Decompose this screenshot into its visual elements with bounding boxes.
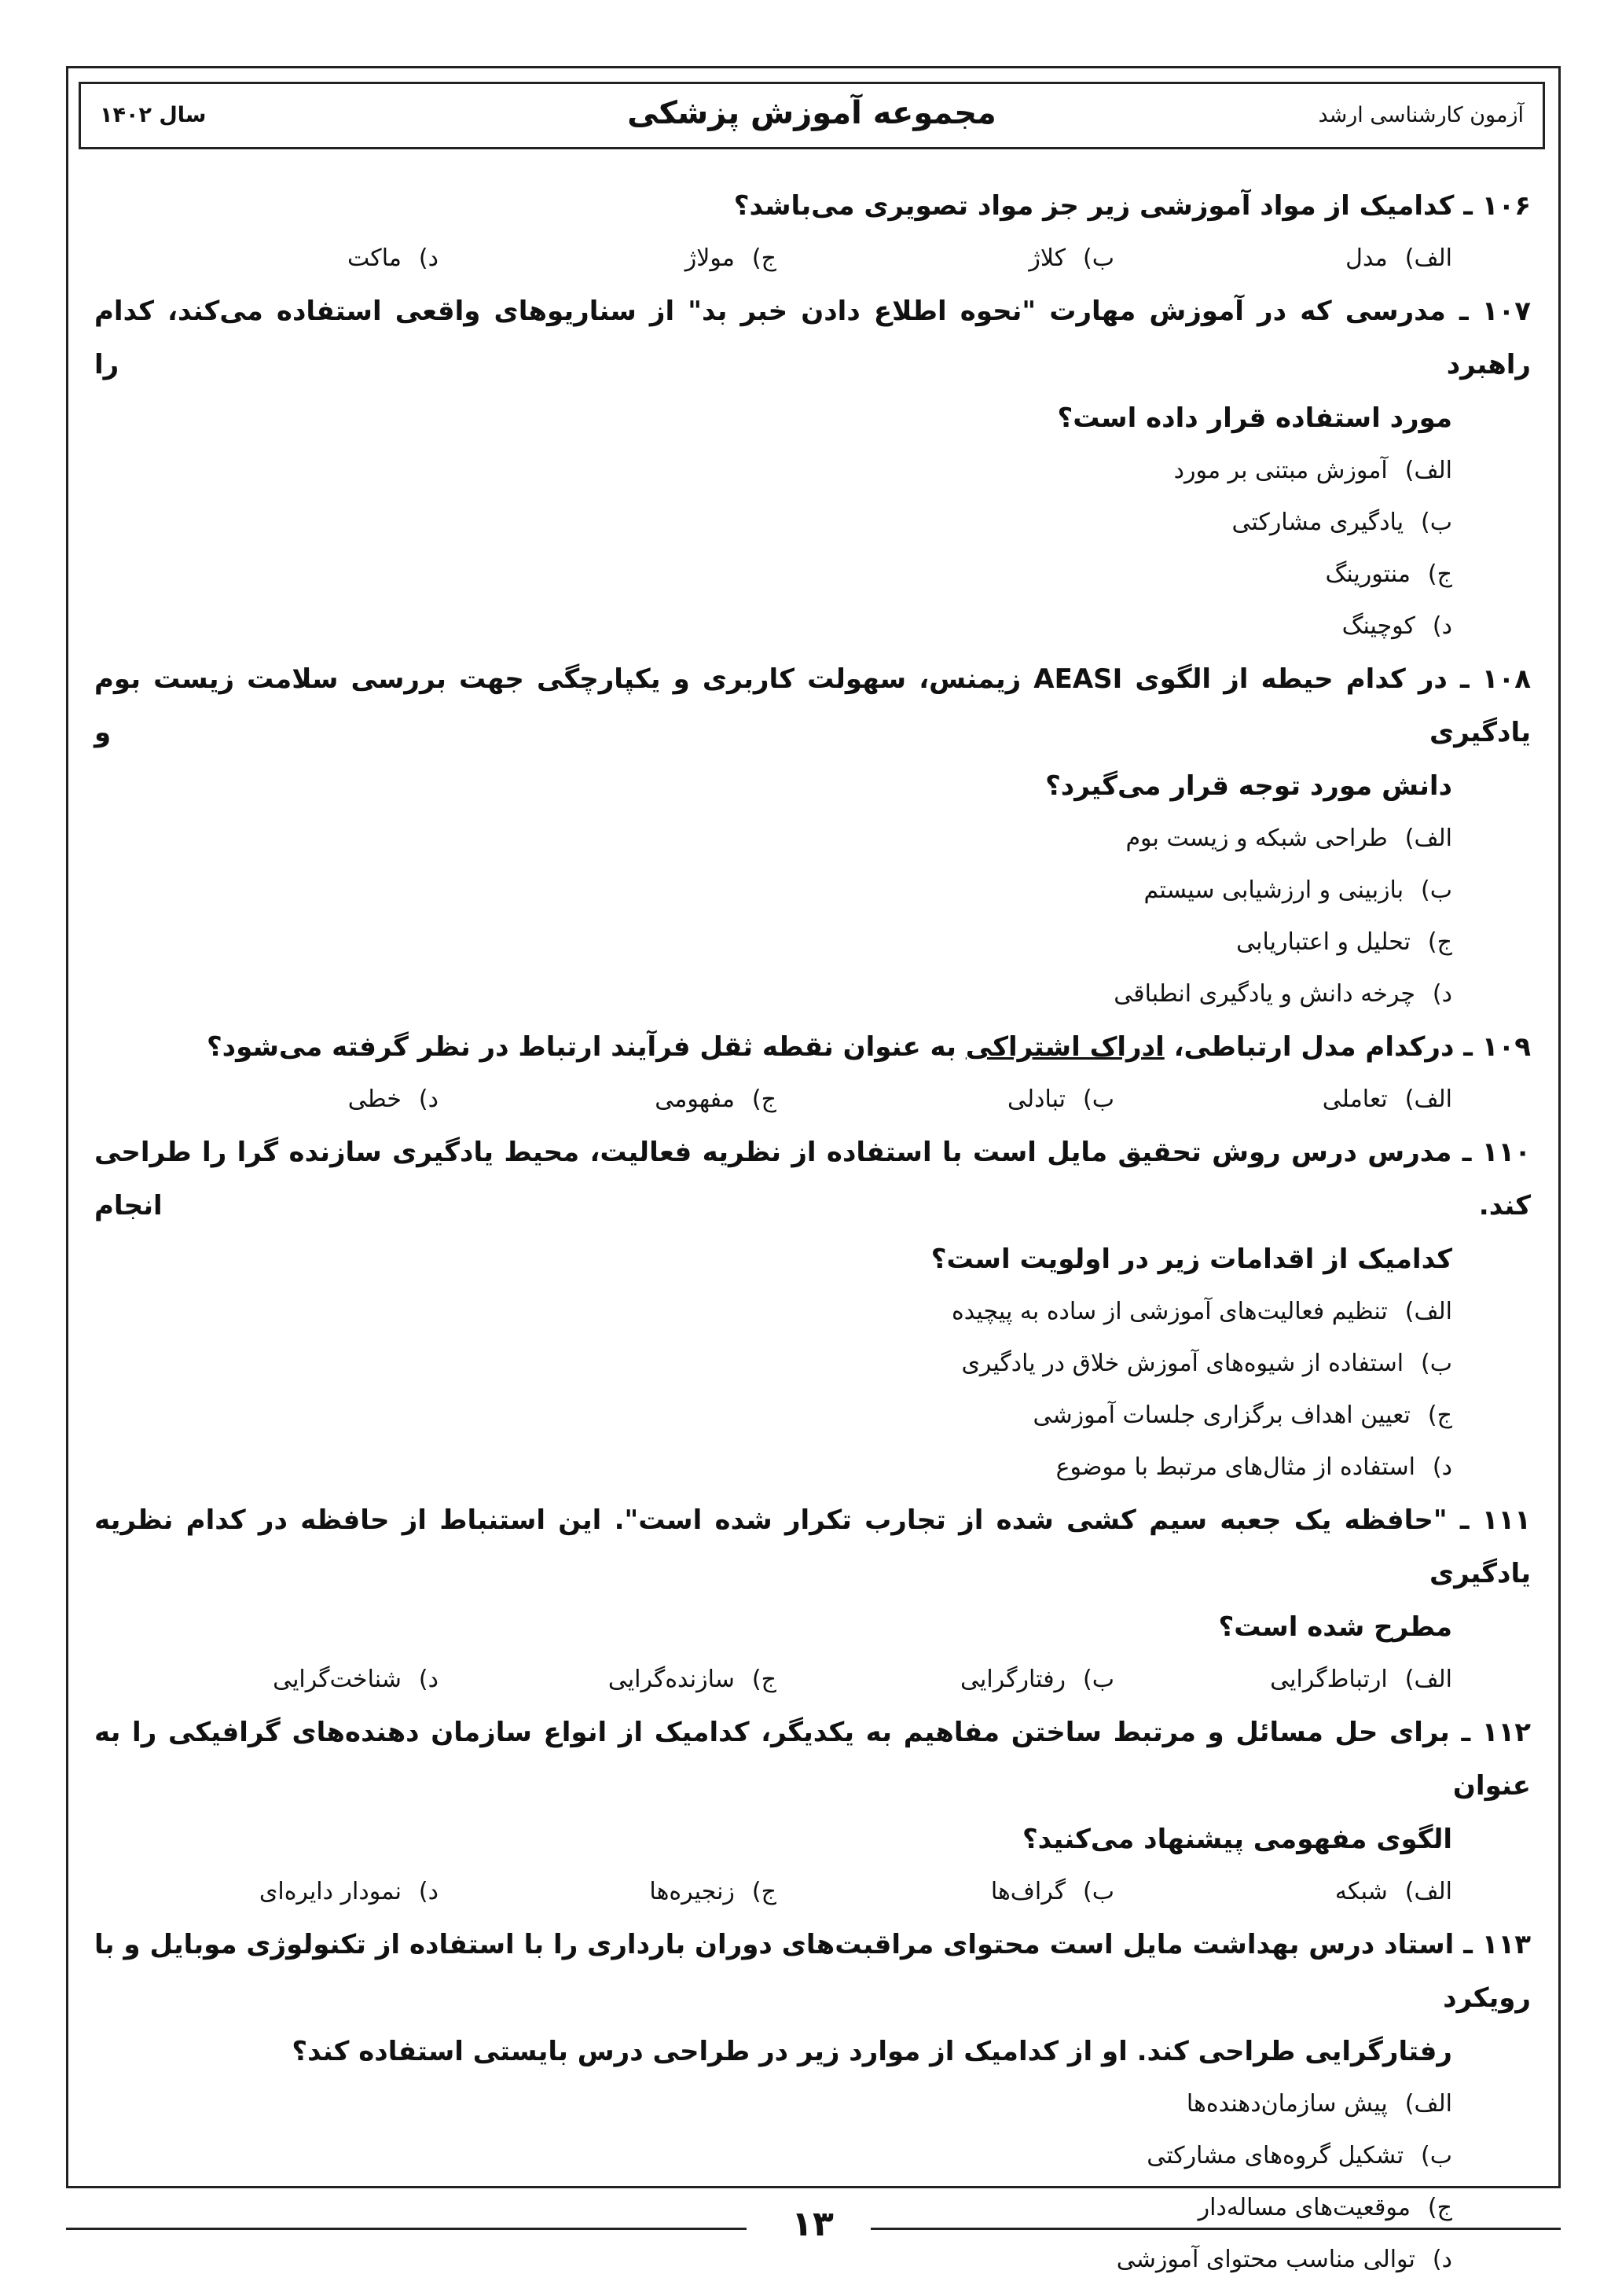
footer-rule-right <box>871 2228 1561 2230</box>
option-a[interactable]: الف)طراحی شبکه و زیست بوم <box>1125 825 1452 852</box>
question-list <box>94 179 1531 2286</box>
question-111 <box>94 1493 1531 1706</box>
option-a[interactable]: الف)تنظیم فعالیت‌های آموزشی از ساده به پیچیده <box>952 1298 1452 1325</box>
option-a[interactable]: الف)شبکه <box>1334 1878 1452 1905</box>
option-d[interactable]: د)چرخه دانش و یادگیری انطباقی <box>1114 980 1452 1008</box>
question-text: ۱۰۷ ـ مدرسی که در آموزش مهارت "نحوه اطلاع دادن خبر بد" از سناریوهای واقعی استفاده می‌کند، کدام راهبرد را <box>94 296 1531 380</box>
options <box>94 1286 1531 1493</box>
option-c[interactable]: ج)زنجیره‌ها <box>649 1878 776 1905</box>
option-c[interactable]: ج)تحلیل و اعتباریابی <box>1236 928 1452 956</box>
question-110 <box>94 1126 1531 1493</box>
question-text: ۱۰۶ ـ کدامیک از مواد آموزشی زیر جز مواد تصویری می‌باشد؟ <box>733 190 1531 222</box>
question-108 <box>94 652 1531 1020</box>
option-d[interactable]: د)توالی مناسب محتوای آموزشی <box>1116 2246 1452 2273</box>
option-c[interactable]: ج)سازنده‌گرایی <box>607 1666 776 1693</box>
option-c[interactable]: ج)مولاژ <box>684 244 776 272</box>
question-text: ۱۰۸ ـ در کدام حیطه از الگوی AEASI زیمنس، سهولت کاربری و یکپارچگی جهت بررسی سلامت زیست بوم یادگیری و <box>94 663 1531 748</box>
option-d[interactable]: د)نمودار دایره‌ای <box>259 1878 439 1905</box>
option-c[interactable]: ج)موقعیت‌های مساله‌دار <box>1198 2194 1452 2221</box>
question-107 <box>94 285 1531 652</box>
options <box>94 1866 1531 1918</box>
option-b[interactable]: ب)بازبینی و ارزشیابی سیستم <box>1143 876 1452 904</box>
page-number: ۱۳ <box>791 2204 834 2244</box>
option-d[interactable]: د)شناخت‌گرایی <box>273 1666 439 1693</box>
question-106 <box>94 179 1531 285</box>
option-c[interactable]: ج)مفهومی <box>655 1086 776 1113</box>
question-text-continued: کدامیک از اقدامات زیر در اولویت است؟ <box>930 1244 1452 1275</box>
option-a[interactable]: الف)مدل <box>1345 244 1452 272</box>
option-b[interactable]: ب)رفتارگرایی <box>960 1666 1114 1693</box>
exam-year: سال ۱۴۰۲ <box>100 103 207 127</box>
option-b[interactable]: ب)تشکیل گروه‌های مشارکتی <box>1147 2142 1452 2169</box>
page-header <box>79 82 1545 149</box>
option-b[interactable]: ب)یادگیری مشارکتی <box>1231 509 1452 536</box>
option-b[interactable]: ب)کلاژ <box>1029 244 1114 272</box>
option-d[interactable]: د)استفاده از مثال‌های مرتبط با موضوع <box>1055 1453 1452 1481</box>
underlined-term: ادراک اشتراکی <box>965 1031 1165 1063</box>
question-text-continued: مطرح شده است؟ <box>1218 1611 1452 1643</box>
option-b[interactable]: ب)تبادلی <box>1007 1086 1114 1113</box>
option-b[interactable]: ب)استفاده از شیوه‌های آموزش خلاق در یادگیری <box>961 1350 1452 1377</box>
option-a[interactable]: الف)تعاملی <box>1322 1086 1452 1113</box>
option-a[interactable]: الف)پیش سازمان‌دهنده‌ها <box>1186 2090 1452 2118</box>
question-text-continued: دانش مورد توجه قرار می‌گیرد؟ <box>1045 770 1452 802</box>
question-text-continued: الگوی مفهومی پیشنهاد می‌کنید؟ <box>1022 1824 1452 1855</box>
option-b[interactable]: ب)گراف‌ها <box>990 1878 1114 1905</box>
question-text-continued: مورد استفاده قرار داده است؟ <box>1057 402 1452 434</box>
options <box>94 1074 1531 1126</box>
question-109 <box>94 1020 1531 1126</box>
exam-title: آزمون کارشناسی ارشد <box>1318 103 1524 127</box>
option-c[interactable]: ج)تعیین اهداف برگزاری جلسات آموزشی <box>1033 1401 1452 1429</box>
options <box>94 445 1531 652</box>
question-text: ۱۱۰ ـ مدرس درس روش تحقیق مایل است با استفاده از نظریه فعالیت، محیط یادگیری سازنده گرا را طراحی کند. انجام <box>94 1137 1531 1221</box>
book-title: مجموعه آموزش پزشکی <box>627 95 996 131</box>
question-112 <box>94 1706 1531 1918</box>
option-a[interactable]: الف)ارتباط‌گرایی <box>1270 1666 1452 1693</box>
question-text: ۱۱۱ ـ "حافظه یک جعبه سیم کشی شده از تجارب تکرار شده است". این استنباط از حافظه در کدام نظریه یادگیری <box>94 1504 1531 1589</box>
question-text-continued: رفتارگرایی طراحی کند. او از کدامیک از موارد زیر در طراحی درس بایستی استفاده کند؟ <box>292 2036 1452 2067</box>
options <box>94 813 1531 1020</box>
question-text: ۱۰۹ ـ درکدام مدل ارتباطی، ادراک اشتراکی به عنوان نقطه ثقل فرآیند ارتباط در نظر گرفته می‌شود؟ <box>206 1031 1531 1063</box>
options <box>94 233 1531 285</box>
option-c[interactable]: ج)منتورینگ <box>1325 560 1452 588</box>
option-d[interactable]: د)خطی <box>347 1086 439 1113</box>
option-d[interactable]: د)کوچینگ <box>1341 612 1452 640</box>
page-footer <box>0 2185 1622 2244</box>
options <box>94 1654 1531 1706</box>
option-a[interactable]: الف)آموزش مبتنی بر مورد <box>1173 457 1452 484</box>
question-text: ۱۱۳ ـ استاد درس بهداشت مایل است محتوای مراقبت‌های دوران بارداری را با استفاده از تکنولوژی موبایل و با رویکرد <box>94 1929 1531 2014</box>
options <box>94 2078 1531 2286</box>
footer-rule-left <box>66 2228 747 2230</box>
option-d[interactable]: د)ماکت <box>347 244 439 272</box>
question-text: ۱۱۲ ـ برای حل مسائل و مرتبط ساختن مفاهیم به یکدیگر، کدامیک از انواع سازمان دهنده‌های گرافیکی را به عنوان <box>94 1717 1531 1802</box>
